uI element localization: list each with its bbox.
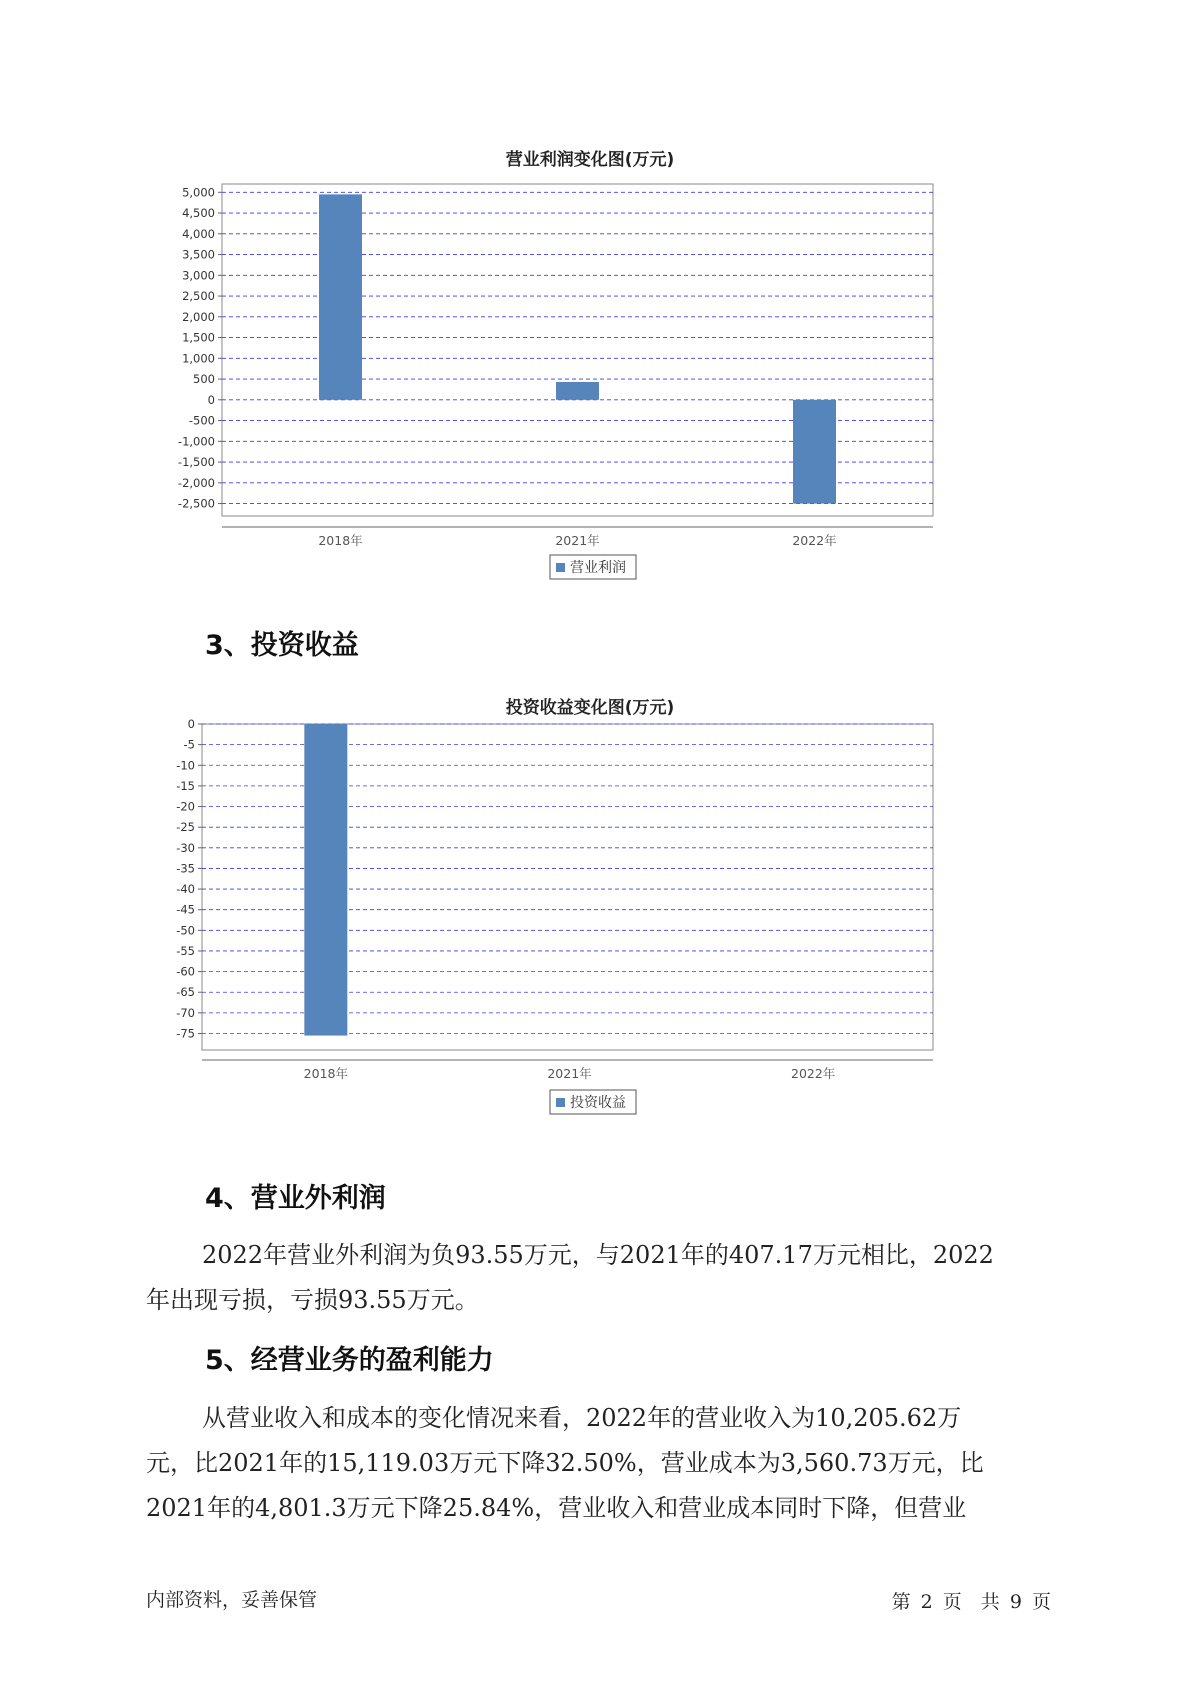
legend-label: 营业利润 bbox=[570, 560, 626, 576]
non-operating-paragraph bbox=[146, 1233, 1056, 1323]
y-tick-label: 1,000 bbox=[182, 351, 215, 366]
y-tick-label: -1,500 bbox=[177, 455, 215, 470]
section-heading-profitability: 5、经营业务的盈利能力 bbox=[205, 1345, 494, 1376]
profitability-paragraph bbox=[146, 1396, 1056, 1531]
paragraph-line: 从营业收入和成本的变化情况来看，2022年的营业收入为10,205.62万 bbox=[202, 1404, 962, 1432]
y-tick-label: -2,500 bbox=[177, 496, 215, 511]
x-tick-label: 2021年 bbox=[555, 533, 600, 548]
y-tick-label: 3,000 bbox=[182, 268, 215, 283]
x-tick-label: 2021年 bbox=[547, 1066, 592, 1081]
y-tick-label: -75 bbox=[176, 1026, 195, 1041]
y-tick-label: -65 bbox=[176, 985, 195, 1000]
y-tick-label: -5 bbox=[183, 737, 195, 752]
footer-confidential-note: 内部资料，妥善保管 bbox=[146, 1589, 318, 1611]
page-total: 9 bbox=[1009, 1591, 1022, 1613]
legend-label: 投资收益 bbox=[570, 1095, 626, 1111]
bar bbox=[556, 382, 599, 400]
legend bbox=[550, 1090, 636, 1114]
operating-profit-chart bbox=[160, 140, 1020, 590]
bar bbox=[793, 400, 836, 504]
y-tick-label: -50 bbox=[176, 923, 195, 938]
y-tick-label: -15 bbox=[176, 778, 195, 793]
legend-swatch bbox=[556, 1098, 565, 1107]
y-tick-label: -500 bbox=[188, 413, 215, 428]
section-heading-non-operating: 4、营业外利润 bbox=[205, 1183, 386, 1214]
y-tick-label: 3,500 bbox=[182, 247, 215, 262]
bar bbox=[319, 194, 362, 399]
y-tick-label: -1,000 bbox=[177, 434, 215, 449]
page-suffix: 页 bbox=[1031, 1591, 1051, 1613]
legend-swatch bbox=[556, 563, 565, 572]
page-mid: 页 共 bbox=[942, 1591, 1000, 1613]
y-tick-label: 1,500 bbox=[182, 330, 215, 345]
operating-profit-chart-svg bbox=[160, 140, 1020, 590]
x-tick-label: 2018年 bbox=[318, 533, 363, 548]
y-tick-label: 0 bbox=[187, 717, 195, 731]
y-tick-label: -70 bbox=[176, 1005, 195, 1020]
bar bbox=[304, 724, 347, 1036]
y-tick-label: -30 bbox=[176, 840, 195, 855]
paragraph-line: 2021年的4,801.3万元下降25.84%，营业收入和营业成本同时下降，但营业 bbox=[146, 1494, 967, 1522]
y-tick-label: 2,500 bbox=[182, 289, 215, 304]
footer-page-number bbox=[888, 1587, 1051, 1614]
section-heading-investment: 3、投资收益 bbox=[205, 630, 359, 661]
y-tick-label: 5,000 bbox=[182, 185, 215, 200]
y-tick-label: -2,000 bbox=[177, 475, 215, 490]
paragraph-line: 2022年营业外利润为负93.55万元，与2021年的407.17万元相比，2022 bbox=[202, 1241, 994, 1269]
paragraph-line: 年出现亏损，亏损93.55万元。 bbox=[146, 1286, 479, 1314]
y-tick-label: -60 bbox=[176, 964, 195, 979]
x-tick-label: 2022年 bbox=[792, 533, 837, 548]
y-tick-label: 4,000 bbox=[182, 226, 215, 241]
page-current: 2 bbox=[920, 1591, 933, 1613]
y-tick-label: -40 bbox=[176, 882, 195, 897]
investment-income-chart-svg bbox=[160, 688, 1020, 1143]
page-prefix: 第 bbox=[891, 1591, 911, 1613]
x-tick-label: 2022年 bbox=[791, 1066, 836, 1081]
y-tick-label: 500 bbox=[193, 372, 215, 387]
y-tick-label: -45 bbox=[176, 902, 195, 917]
y-tick-label: -20 bbox=[176, 799, 195, 814]
y-tick-label: 2,000 bbox=[182, 309, 215, 324]
chart-title: 投资收益变化图(万元) bbox=[505, 698, 675, 718]
y-tick-label: -35 bbox=[176, 861, 195, 876]
y-tick-label: 0 bbox=[207, 392, 215, 407]
investment-income-chart bbox=[160, 688, 1020, 1143]
y-tick-label: -25 bbox=[176, 820, 195, 835]
paragraph-line: 元，比2021年的15,119.03万元下降32.50%，营业成本为3,560.73万元，比 bbox=[146, 1449, 984, 1477]
y-tick-label: -10 bbox=[176, 758, 195, 773]
legend bbox=[550, 555, 636, 579]
y-tick-label: -55 bbox=[176, 943, 195, 958]
chart-title: 营业利润变化图(万元) bbox=[505, 150, 675, 170]
x-tick-label: 2018年 bbox=[303, 1066, 348, 1081]
y-tick-label: 4,500 bbox=[182, 206, 215, 221]
